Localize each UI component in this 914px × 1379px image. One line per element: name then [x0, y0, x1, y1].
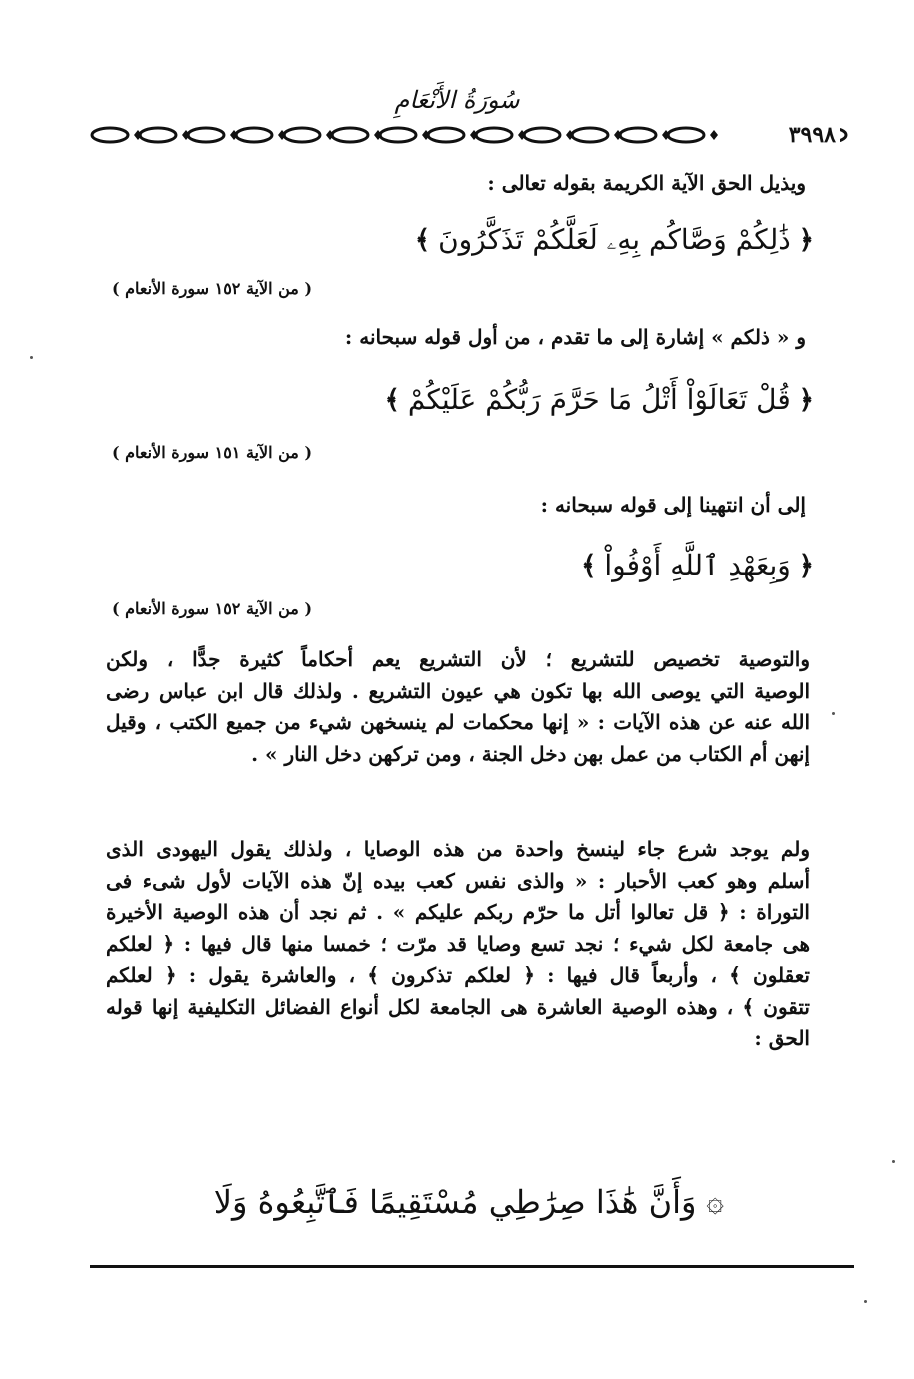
paragraph-line: التوراة : ﴿ قل تعالوا أتل ما حرّم ربكم عليكم » . ثم نجد أن هذه الوصية الأخيرة	[106, 900, 810, 924]
commentary-paragraph-1	[106, 644, 810, 770]
verse-text: وَبِعَهْدِ ٱللَّهِ أَوْفُواْ	[604, 549, 791, 582]
paragraph-line: أسلم وهو كعب الأحبار : « والذى نفس كعب بيده إنّ هذه الآيات لأول شىء فى	[106, 868, 810, 893]
footer-rule	[90, 1265, 854, 1268]
transition-line: إلى أن انتهينا إلى قوله سبحانه :	[540, 493, 806, 517]
surah-title: سُورَةُ الأَنْعَامِ	[394, 86, 520, 114]
paragraph-line: الوصية التي يوصى الله بها تكون هي عيون التشريع . ولذلك قال ابن عباس رضى	[106, 678, 810, 703]
verse-close-bracket: ﴾	[384, 385, 400, 415]
paragraph-line: تتقون ﴾ ، وهذه الوصية العاشرة هى الجامعة لكل أنواع الفضائل التكليفية إنها قوله	[106, 994, 810, 1019]
scan-speck	[30, 356, 33, 359]
verse-open-bracket: ﴿	[798, 385, 814, 415]
rub-el-hizb-icon: ۞	[706, 1184, 724, 1219]
verse-text: وَأَنَّ هَٰذَا صِرَٰطِي مُسْتَقِيمًا فَٱتَّبِعُوهُ وَلَا	[213, 1183, 697, 1221]
scan-speck	[832, 712, 835, 715]
verse-2-citation: ( من الآية ١٥١ سورة الأنعام )	[112, 443, 313, 462]
verse-close-bracket: ﴾	[414, 225, 431, 255]
scan-speck	[864, 1300, 867, 1303]
commentary-paragraph-2	[106, 834, 810, 1055]
reference-line: و « ذلكم » إشارة إلى ما تقدم ، من أول قوله سبحانه :	[344, 325, 806, 349]
quran-verse-3	[581, 546, 814, 586]
scan-speck	[892, 1160, 895, 1163]
paragraph-line: ولم يوجد شرع جاء لينسخ واحدة من هذه الوصايا ، ولذلك يقول اليهودى الذى	[106, 837, 810, 861]
quran-verse-1	[415, 220, 814, 260]
quran-verse-2	[385, 380, 814, 420]
paragraph-line: الحق :	[754, 1026, 810, 1050]
verse-open-bracket: ﴿	[798, 225, 814, 255]
paragraph-line: تعقلون ﴾ ، وأربعاً قال فيها : ﴿ لعلكم تذكرون ﴾ ، والعاشرة يقول : ﴿ لعلكم	[106, 963, 810, 987]
paragraph-line: والتوصية تخصيص للتشريع ؛ لأن التشريع يعم أحكاماً كثيرة جدًّا ، ولكن	[106, 647, 810, 671]
paragraph-line: إنهن أم الكتاب من عمل بهن دخل الجنة ، ومن تركهن دخل النار » .	[251, 741, 810, 766]
verse-open-bracket: ﴿	[798, 551, 814, 581]
verse-close-bracket: ﴾	[581, 551, 597, 581]
verse-text: ذَٰلِكُمْ وَصَّاكُم بِهِۦ لَعَلَّكُمْ تَذَكَّرُونَ	[438, 223, 791, 256]
ornamental-header-border	[88, 122, 848, 148]
paragraph-line: هى جامعة لكل شيء ؛ نجد تسع وصايا قد مرّت ؛ خمسا منها قال فيها : ﴿ لعلكم	[106, 931, 810, 956]
quran-verse-final	[214, 1180, 724, 1224]
intro-line: ويذيل الحق الآية الكريمة بقوله تعالى :	[487, 171, 806, 195]
page-number: ٣٩٩٨	[785, 121, 840, 149]
verse-text: قُلْ تَعَالَوْاْ أَتْلُ مَا حَرَّمَ رَبُّكُمْ عَلَيْكُمْ	[407, 383, 791, 416]
verse-1-citation: ( من الآية ١٥٢ سورة الأنعام )	[112, 279, 313, 298]
paragraph-line: الله عنه عن هذه الآيات : « إنها محكمات لم ينسخهن شيء من جميع الكتب ، وقيل	[106, 710, 810, 734]
verse-3-citation: ( من الآية ١٥٢ سورة الأنعام )	[112, 599, 313, 618]
